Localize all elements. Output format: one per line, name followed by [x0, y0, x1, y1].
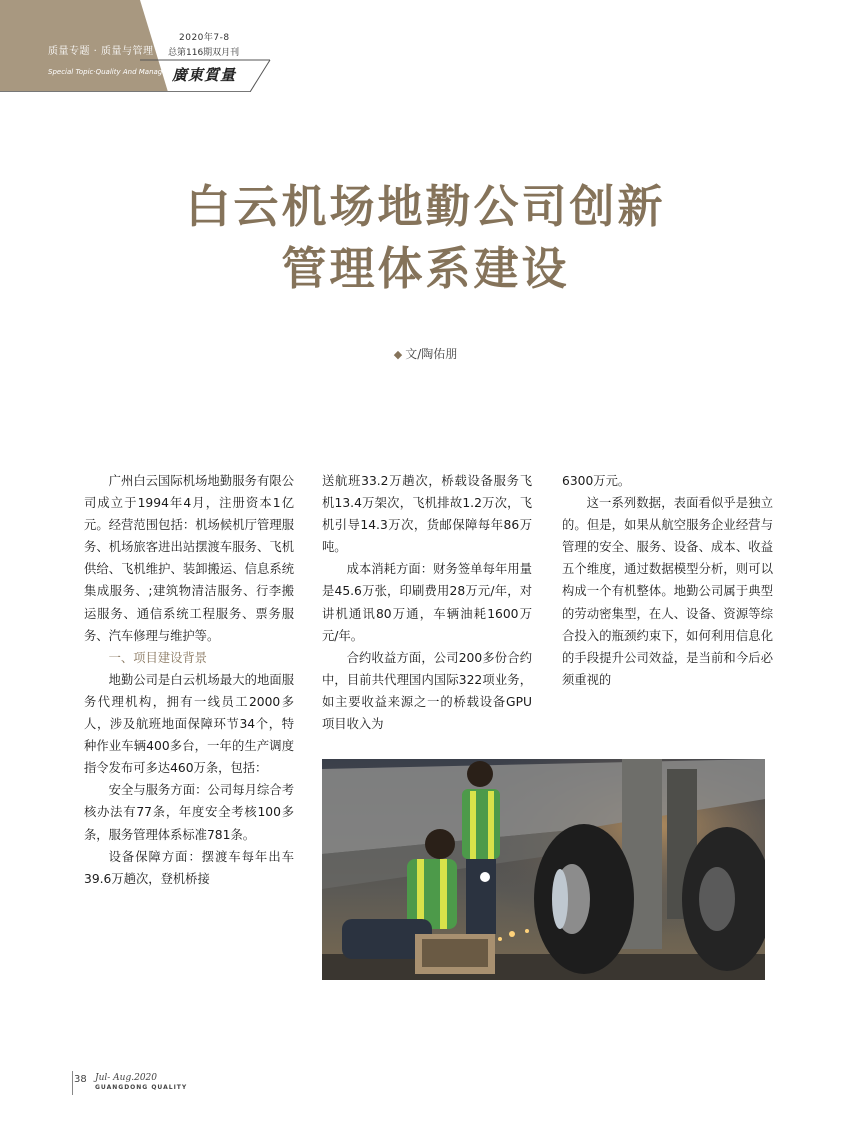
paragraph: 广州白云国际机场地勤服务有限公司成立于1994年4月，注册资本1亿元。经营范围包括：机场候机厅管理服务、机场旅客进出站摆渡车服务、飞机供给、飞机维护、装卸搬运、信息系统集成服务、;建筑物清洁服务、行李搬运服务、通信系统工程服务、票务服务、汽车修理与维护等。: [84, 474, 294, 643]
worker-standing-vest: [488, 791, 494, 859]
worker-kneeling-head: [425, 829, 455, 859]
runway-light: [525, 929, 529, 933]
worker-standing-vest: [470, 791, 476, 859]
worker-standing-head: [467, 761, 493, 787]
section-heading: 一、项目建设背景: [108, 650, 207, 665]
article-title-line1: 白云机场地勤公司创新: [185, 180, 666, 233]
footer-date: Jul- Aug.2020: [95, 1073, 158, 1083]
issue-number: 总第116期双月刊: [168, 48, 240, 58]
byline: [0, 345, 851, 362]
page-number: 38: [74, 1074, 87, 1085]
worker-kneeling-vest: [417, 859, 424, 929]
section-label: 质量专题 · 质量与管理: [48, 46, 154, 57]
tire-rear-hub: [699, 867, 735, 931]
worker-standing-legs: [466, 859, 496, 934]
paragraph: 这一系列数据，表面看似乎是独立的。但是，如果从航空服务企业经营与管理的安全、服务、设备、成本、收益五个维度，通过数据模型分析，则可以构成一个有机整体。地勤公司属于典型的劳动密集型，在人、设备、资源等综合投入的瓶颈约束下，如何利用信息化的手段提升公司效益，是当前和今后必须重视的: [562, 496, 773, 687]
paragraph: 送航班33.2万趟次，桥载设备服务飞机13.4万架次，飞机排故1.2万次，飞机引导14.3万次，货邮保障每年86万吨。: [322, 474, 532, 555]
tire-front-highlight: [552, 869, 568, 929]
paragraph: 安全与服务方面：公司每月综合考核办法有77条，年度安全考核100多条，服务管理体系标准781条。: [84, 783, 294, 842]
diamond-icon: ◆: [393, 348, 403, 361]
body-column-2: [322, 470, 532, 735]
paragraph: 合约收益方面，公司200多份合约中，目前共代理国内国际322项业务，如主要收益来源之一的桥载设备GPU项目收入为: [322, 650, 532, 732]
section-label-en: Special Topic·Quality And Management: [48, 68, 185, 76]
paragraph: 成本消耗方面：财务签单每年用量是45.6万张，印刷费用28万元/年，对讲机通讯80万通，车辆油耗1600万元/年。: [322, 562, 532, 643]
paragraph: 地勤公司是白云机场最大的地面服务代理机构，拥有一线员工2000多人，涉及航班地面保障环节34个，特种作业车辆400多台，一年的生产调度指令发布可多达460万条，包括：: [84, 672, 294, 776]
body-column-3: [562, 470, 773, 691]
flashlight-icon: [480, 872, 490, 882]
article-photo: [322, 759, 765, 980]
header-rule-slant: [250, 60, 270, 92]
issue-date: 2020年7-8: [179, 33, 230, 43]
worker-kneeling-body: [407, 859, 457, 929]
runway-light: [498, 937, 502, 941]
magazine-logo: 廣東質量: [172, 66, 237, 84]
worker-kneeling-vest: [440, 859, 447, 929]
worker-standing-body: [462, 789, 500, 859]
equipment-case-screen: [422, 939, 488, 967]
article-title-line2: 管理体系建设: [281, 242, 570, 295]
runway-light: [509, 931, 515, 937]
footer-magazine: GUANGDONG QUALITY: [95, 1084, 188, 1091]
author: 文/陶佑朋: [405, 347, 458, 361]
paragraph: 设备保障方面：摆渡车每年出车39.6万趟次，登机桥接: [84, 849, 294, 886]
paragraph: 6300万元。: [562, 474, 631, 488]
footer-divider: [72, 1071, 73, 1095]
body-column-1: [84, 470, 294, 890]
